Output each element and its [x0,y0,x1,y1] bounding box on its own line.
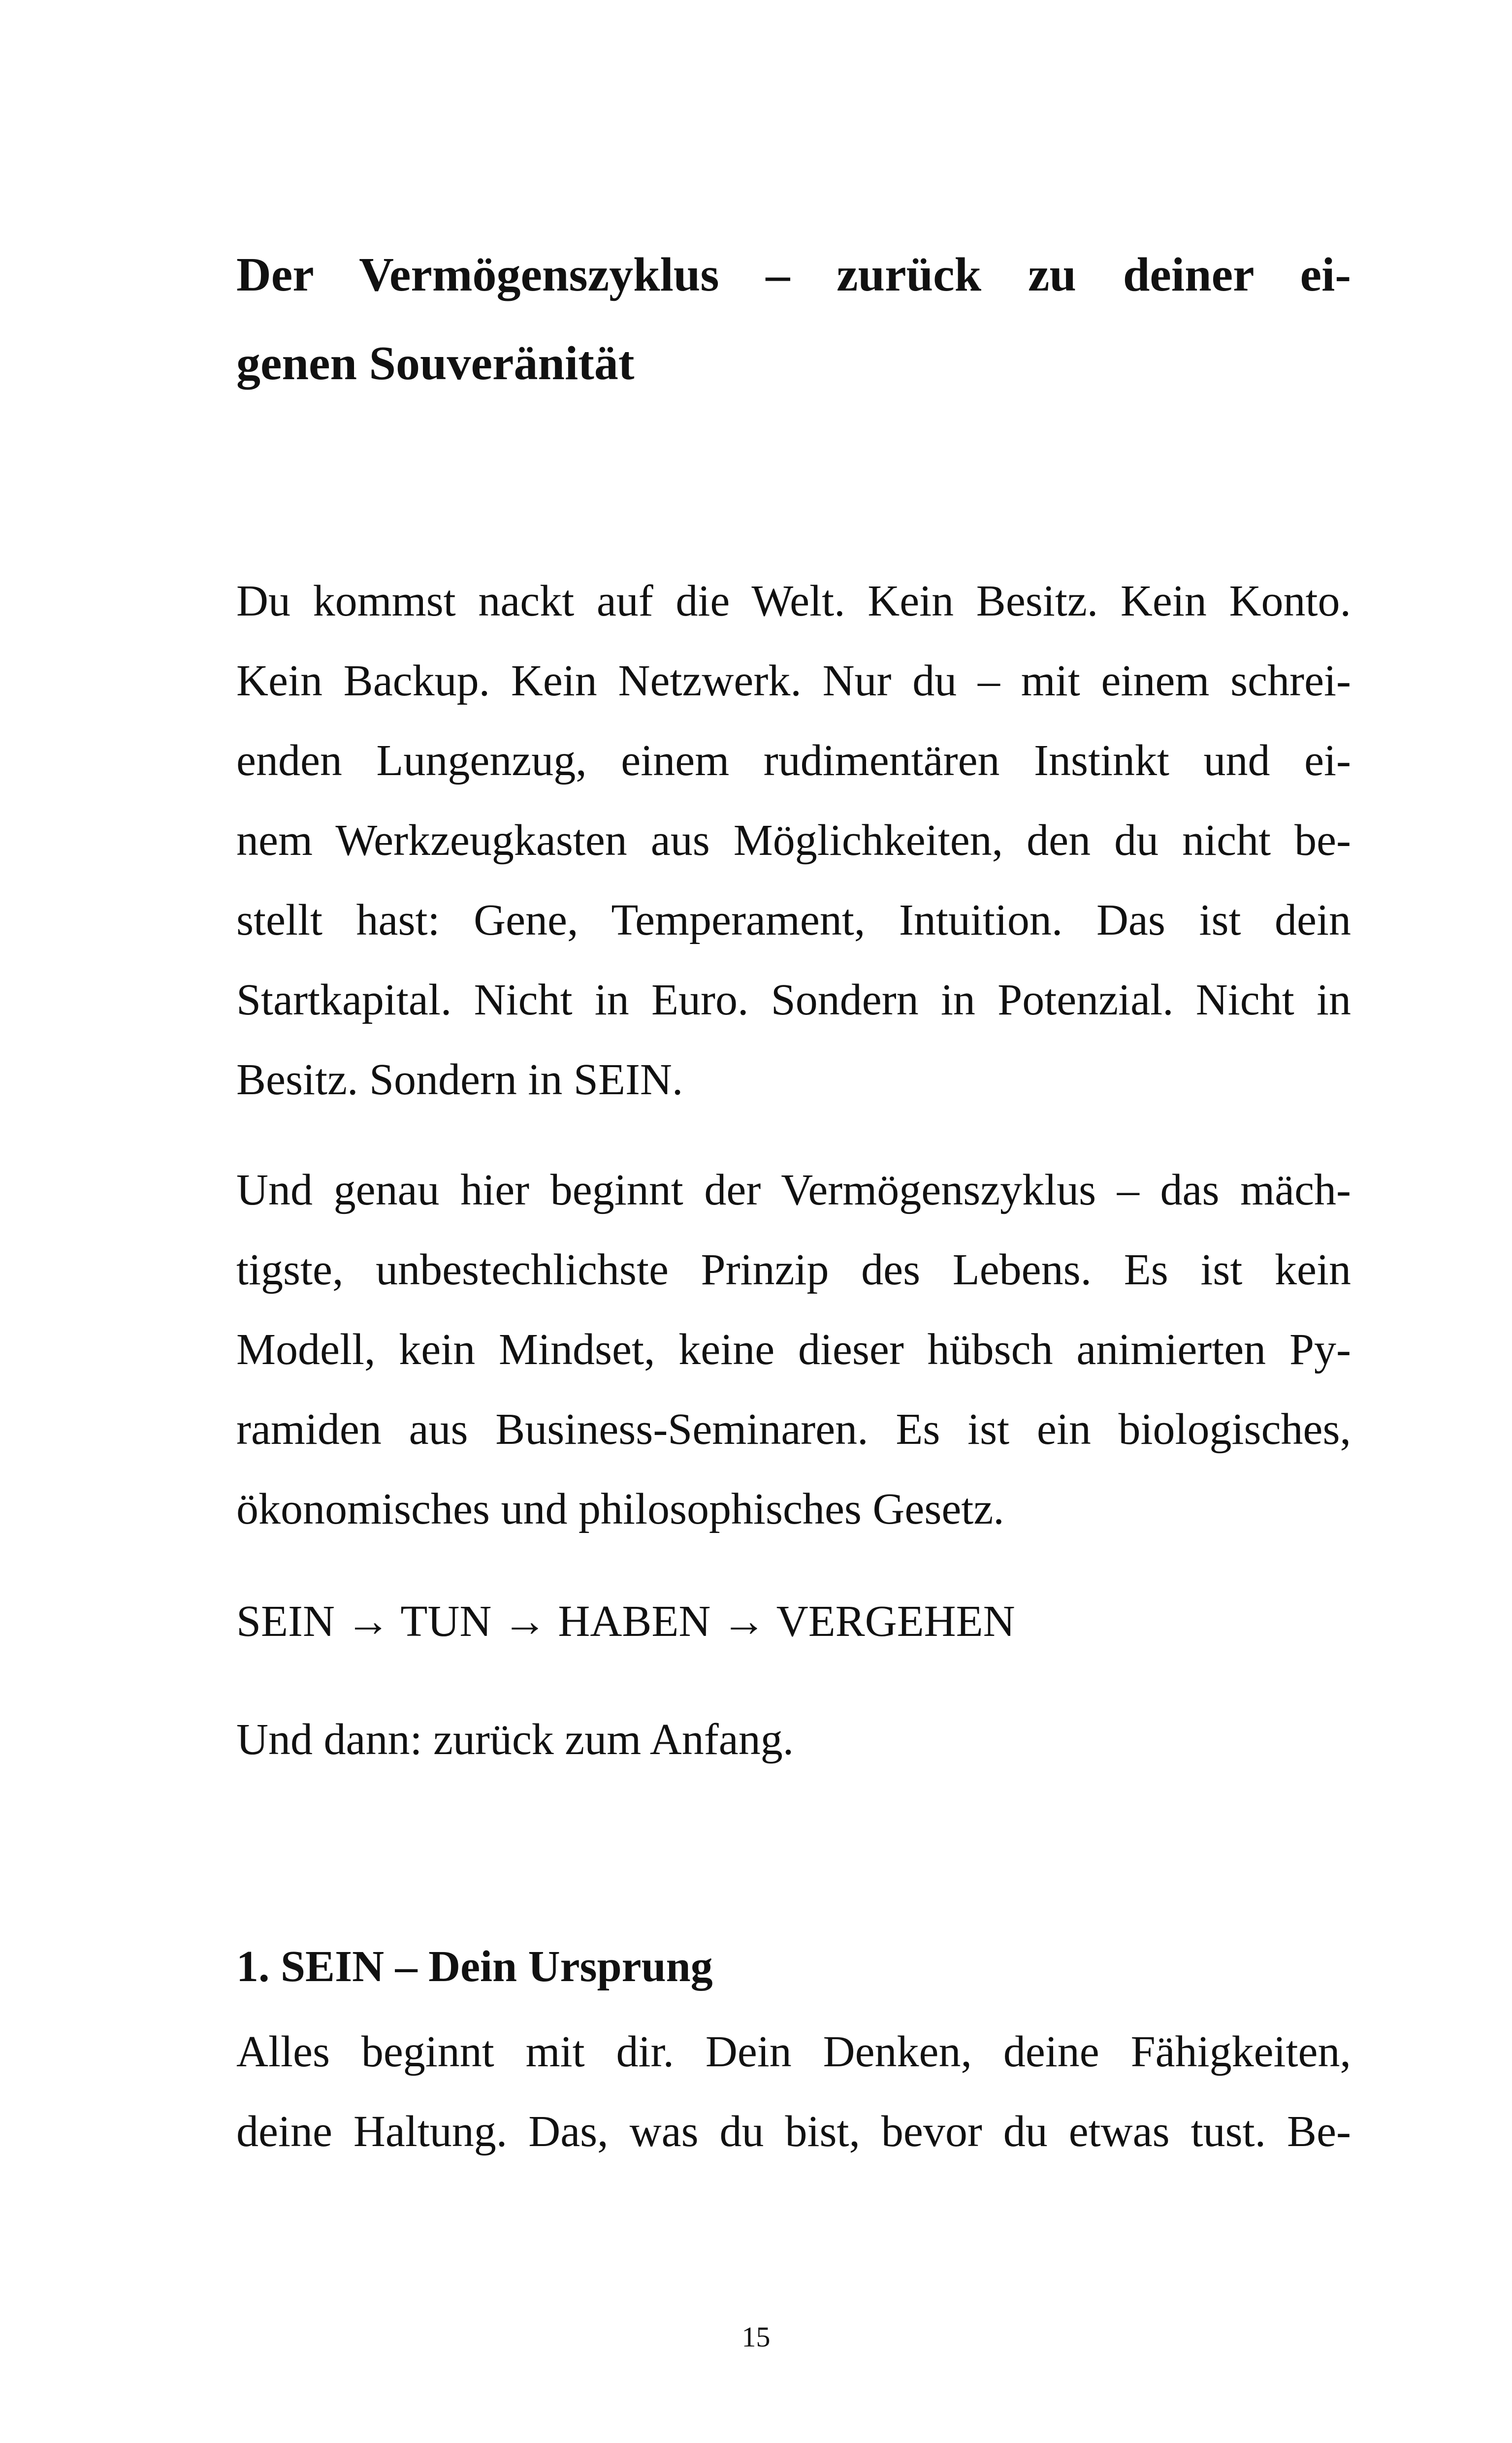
cycle-formula-text: SEIN → TUN → HABEN → VERGEHEN [236,1597,1015,1646]
text-line: Besitz. Sondern in SEIN. [236,1055,683,1104]
text-line: Kein Backup. Kein Netzwerk. Nur du – mit einem schrei- [236,656,1351,705]
text-line: Startkapital. Nicht in Euro. Sondern in Potenzial. Nicht in [236,976,1351,1024]
text-line: Und dann: zurück zum Anfang. [236,1715,794,1764]
text-line: nem Werkzeugkasten aus Möglichkeiten, den du nicht be- [236,816,1351,865]
paragraph-birth [236,561,1351,1120]
text-line: enden Lungenzug, einem rudimentären Instinkt und ei- [236,736,1351,785]
text-line: ramiden aus Business-Seminaren. Es ist ein biologisches, [236,1405,1351,1454]
paragraph-return [236,1700,1351,1780]
paragraph-wealth-cycle [236,1150,1351,1549]
text-line: Und genau hier beginnt der Vermögenszyklus – das mäch- [236,1166,1351,1214]
text-line: stellt hast: Gene, Temperament, Intuition. Das ist dein [236,896,1351,945]
paragraph-origin [236,2012,1351,2172]
text-line: Du kommst nackt auf die Welt. Kein Besitz. Kein Konto. [236,577,1351,625]
chapter-title-line: Der Vermögenszyklus – zurück zu deiner ei- [236,248,1351,301]
text-line: Modell, kein Mindset, keine dieser hübsch animierten Py- [236,1325,1351,1374]
chapter-title [236,230,1351,408]
chapter-title-line: genen Souveränität [236,337,635,390]
cycle-formula [236,1582,1351,1661]
section-title: 1. SEIN – Dein Ursprung [236,1942,713,1991]
text-line: ökonomisches und philosophisches Gesetz. [236,1485,1004,1533]
page-number: 15 [741,2321,771,2353]
text-line: tigste, unbestechlichste Prinzip des Lebens. Es ist kein [236,1245,1351,1294]
text-line: deine Haltung. Das, was du bist, bevor du etwas tust. Be- [236,2107,1351,2156]
text-line: Alles beginnt mit dir. Dein Denken, deine Fähigkeiten, [236,2027,1351,2076]
